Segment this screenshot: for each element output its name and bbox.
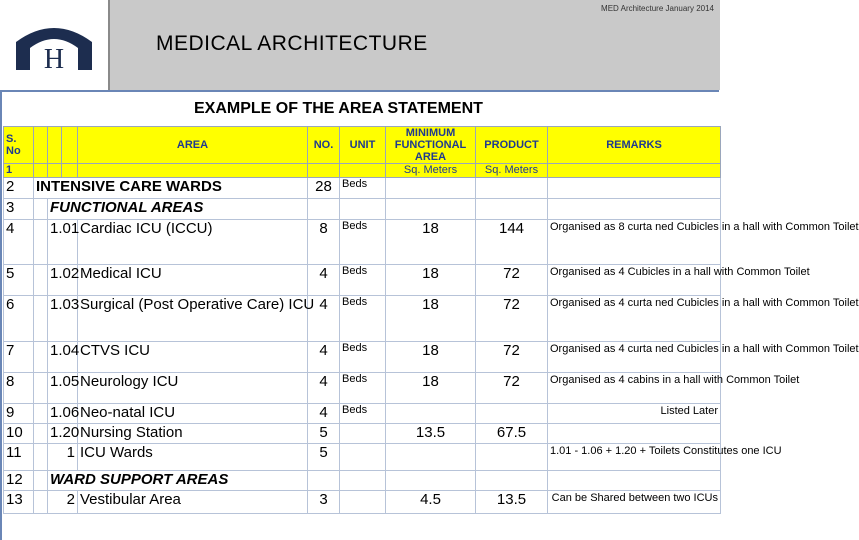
row-number: 7	[4, 342, 34, 373]
count-cell: 8	[308, 220, 340, 265]
unit-cell: Beds	[340, 342, 386, 373]
area-code: 1.01	[48, 220, 78, 265]
table-row	[4, 373, 721, 404]
row-number: 5	[4, 265, 34, 296]
table-row	[4, 491, 721, 514]
product-cell: 67.5	[476, 424, 548, 444]
area-name: Cardiac ICU (ICCU)	[78, 220, 308, 265]
minimum-area-cell: 13.5	[386, 424, 476, 444]
area-name: CTVS ICU	[78, 342, 308, 373]
product-cell	[476, 471, 548, 491]
table-row	[4, 220, 721, 265]
unit-cell: Beds	[340, 220, 386, 265]
unit-cell: Beds	[340, 265, 386, 296]
minimum-area-cell	[386, 199, 476, 220]
table-row	[4, 444, 721, 471]
area-name: Vestibular Area	[78, 491, 308, 514]
unit-cell: Beds	[340, 373, 386, 404]
unit-cell	[340, 424, 386, 444]
unit-cell	[340, 491, 386, 514]
remarks-cell	[548, 424, 721, 444]
product-cell: 72	[476, 265, 548, 296]
table-row	[4, 199, 721, 220]
table-row	[4, 404, 721, 424]
area-code: 1.03	[48, 296, 78, 342]
product-cell	[476, 178, 548, 199]
minimum-area-unit: Sq. Meters	[386, 164, 476, 178]
table-row	[4, 265, 721, 296]
product-cell: 13.5	[476, 491, 548, 514]
minimum-area-cell: 18	[386, 342, 476, 373]
area-name: Surgical (Post Operative Care) ICU	[78, 296, 308, 342]
count-cell: 4	[308, 404, 340, 424]
count-cell: 5	[308, 424, 340, 444]
row-number: 11	[4, 444, 34, 471]
remarks-cell: Can be Shared between two ICUs	[548, 491, 721, 514]
minimum-area-cell	[386, 178, 476, 199]
area-name: ICU Wards	[78, 444, 308, 471]
unit-cell: Beds	[340, 404, 386, 424]
area-name: Neo-natal ICU	[78, 404, 308, 424]
header-no: NO.	[308, 127, 340, 164]
remarks-cell: Organised as 4 curta ned Cubicles in a hall with Common Toilet	[548, 342, 721, 373]
unit-cell	[340, 471, 386, 491]
row-number: 10	[4, 424, 34, 444]
header-sno: S. No	[4, 127, 34, 164]
product-cell: 72	[476, 342, 548, 373]
arch-logo-icon	[14, 20, 94, 75]
unit-cell: Beds	[340, 178, 386, 199]
minimum-area-cell: 18	[386, 265, 476, 296]
row-number: 8	[4, 373, 34, 404]
count-cell: 28	[308, 178, 340, 199]
unit-cell	[340, 199, 386, 220]
count-cell: 3	[308, 491, 340, 514]
area-code: 1.20	[48, 424, 78, 444]
count-cell	[308, 471, 340, 491]
slide-header	[0, 0, 720, 90]
remarks-cell: Organised as 4 cabins in a hall with Common Toilet	[548, 373, 721, 404]
remarks-cell: Organised as 4 Cubicles in a hall with Common Toilet	[548, 265, 721, 296]
header-minimum-area: MINIMUM FUNCTIONAL AREA	[386, 127, 476, 164]
row-number: 9	[4, 404, 34, 424]
row-number: 4	[4, 220, 34, 265]
row-number: 2	[4, 178, 34, 199]
header-unit: UNIT	[340, 127, 386, 164]
product-unit: Sq. Meters	[476, 164, 548, 178]
remarks-cell: Organised as 8 curta ned Cubicles in a hall with Common Toilet	[548, 220, 721, 265]
area-name: Medical ICU	[78, 265, 308, 296]
header-row	[4, 127, 721, 164]
logo	[0, 0, 108, 90]
product-cell: 144	[476, 220, 548, 265]
table-row	[4, 296, 721, 342]
minimum-area-cell	[386, 404, 476, 424]
product-cell: 72	[476, 296, 548, 342]
table-title: EXAMPLE OF THE AREA STATEMENT	[194, 100, 483, 117]
minimum-area-cell	[386, 471, 476, 491]
remarks-cell: 1.01 - 1.06 + 1.20 + Toilets Constitutes one ICU	[548, 444, 721, 471]
count-cell	[308, 199, 340, 220]
header-caption: MED Architecture January 2014	[601, 4, 714, 13]
header-area: AREA	[78, 127, 308, 164]
minimum-area-cell: 18	[386, 373, 476, 404]
product-cell	[476, 444, 548, 471]
minimum-area-cell: 18	[386, 220, 476, 265]
area-code: 1	[48, 444, 78, 471]
area-code: 1.04	[48, 342, 78, 373]
count-cell: 4	[308, 265, 340, 296]
table-row	[4, 342, 721, 373]
section-heading: INTENSIVE CARE WARDS	[34, 178, 308, 199]
remarks-cell: Listed Later	[548, 404, 721, 424]
row-number: 3	[4, 199, 34, 220]
area-code: 1.02	[48, 265, 78, 296]
count-cell: 4	[308, 342, 340, 373]
product-cell	[476, 404, 548, 424]
unit-cell	[340, 444, 386, 471]
row-number: 6	[4, 296, 34, 342]
area-name: Nursing Station	[78, 424, 308, 444]
remarks-cell: Organised as 4 curta ned Cubicles in a hall with Common Toilet	[548, 296, 721, 342]
minimum-area-cell	[386, 444, 476, 471]
minimum-area-cell: 4.5	[386, 491, 476, 514]
header-remarks: REMARKS	[548, 127, 721, 164]
table-row	[4, 178, 721, 199]
table-row	[4, 471, 721, 491]
count-cell: 5	[308, 444, 340, 471]
area-code: 1.06	[48, 404, 78, 424]
minimum-area-cell: 18	[386, 296, 476, 342]
row-number: 13	[4, 491, 34, 514]
row-number: 12	[4, 471, 34, 491]
unit-cell: Beds	[340, 296, 386, 342]
header-divider	[108, 0, 110, 90]
area-statement-table	[3, 126, 859, 514]
area-name: Neurology ICU	[78, 373, 308, 404]
section-heading: FUNCTIONAL AREAS	[48, 199, 308, 220]
area-code: 1.05	[48, 373, 78, 404]
remarks-cell	[548, 199, 721, 220]
remarks-cell	[548, 178, 721, 199]
count-cell: 4	[308, 373, 340, 404]
remarks-cell	[548, 471, 721, 491]
header-product: PRODUCT	[476, 127, 548, 164]
page-title: MEDICAL ARCHITECTURE	[156, 32, 428, 55]
header-units-row	[4, 164, 721, 178]
area-code: 2	[48, 491, 78, 514]
product-cell: 72	[476, 373, 548, 404]
logo-letter: H	[43, 44, 65, 75]
count-cell: 4	[308, 296, 340, 342]
section-heading: WARD SUPPORT AREAS	[48, 471, 308, 491]
product-cell	[476, 199, 548, 220]
table-row	[4, 424, 721, 444]
header-row-number: 1	[4, 164, 34, 178]
